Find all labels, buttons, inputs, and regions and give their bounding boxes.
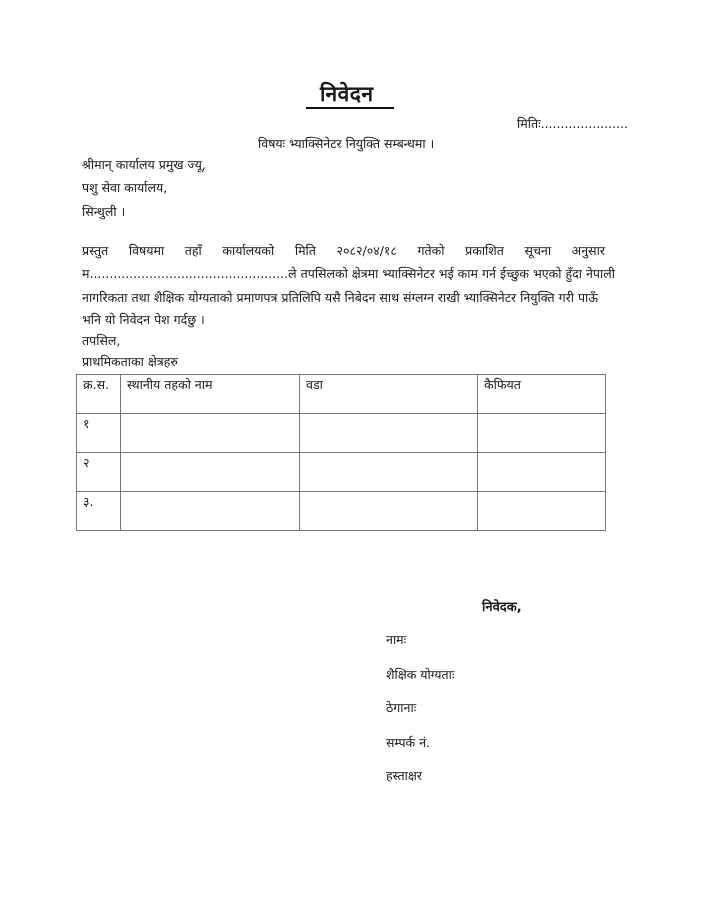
body-word: सूचना xyxy=(524,243,552,258)
header-ward: वडा xyxy=(300,375,478,414)
body-word: प्रकाशित xyxy=(465,243,504,258)
applicant-signature-label: हस्ताक्षर xyxy=(386,768,422,783)
body-line-1 xyxy=(82,243,605,259)
cell-serial: १ xyxy=(77,414,121,453)
cell-local-level[interactable] xyxy=(121,492,300,531)
body-word: तहाँ xyxy=(184,243,202,258)
body-line-4: भनि यो निवेदन पेश गर्दछु । xyxy=(82,312,205,327)
body-word: अनुसार xyxy=(571,243,605,258)
body-line-2: म..................................................ले तपसिलको क्षेत्रमा भ्याक्सिनेटर भई काम गर्न ईच्छुक भएको हुँदा नेपाली xyxy=(82,266,615,281)
body-word: गतेको xyxy=(417,243,445,258)
addressee-line: पशु सेवा कार्यालय, xyxy=(82,180,168,195)
cell-remarks[interactable] xyxy=(478,492,606,531)
date-field: मितिः...................... xyxy=(517,116,629,131)
body-word: विषयमा xyxy=(128,243,165,258)
body-line-3: नागरिकता तथा शैक्षिक योग्यताको प्रमाणपत्र प्रतिलिपि यसै निबेदन साथ संग्लग्न राखी भ्याक्सिनेटर नियुक्ति गरी पाऊँ xyxy=(82,290,599,305)
header-local-level: स्थानीय तहको नाम xyxy=(121,375,300,414)
applicant-heading: निवेदक, xyxy=(482,600,522,615)
applicant-education-label: शैक्षिक योग्यताः xyxy=(386,667,455,682)
body-word: मिति xyxy=(294,243,316,258)
table-row xyxy=(77,492,606,531)
applicant-address-label: ठेगानाः xyxy=(386,700,417,715)
notice-date: २०८२/०४/१८ xyxy=(336,243,397,258)
addressee-line: श्रीमान् कार्यालय प्रमुख ज्यू, xyxy=(82,157,206,172)
cell-remarks[interactable] xyxy=(478,453,606,492)
table-row xyxy=(77,414,606,453)
subject-line: विषयः भ्याक्सिनेटर नियुक्ति सम्बन्धमा । xyxy=(258,136,435,151)
cell-local-level[interactable] xyxy=(121,414,300,453)
header-serial: क्र.स. xyxy=(77,375,121,414)
cell-local-level[interactable] xyxy=(121,453,300,492)
body-word: प्रस्तुत xyxy=(82,243,109,258)
title-underline xyxy=(306,107,394,109)
document-title: निवेदन xyxy=(320,82,374,106)
cell-ward[interactable] xyxy=(300,414,478,453)
applicant-contact-label: सम्पर्क नं. xyxy=(386,735,431,750)
body-word: कार्यालयको xyxy=(222,243,275,258)
table-row xyxy=(77,453,606,492)
cell-ward[interactable] xyxy=(300,453,478,492)
cell-serial: २ xyxy=(77,453,121,492)
priority-label: प्राथमिकताका क्षेत्रहरु xyxy=(82,354,178,369)
table-header-row xyxy=(77,375,606,414)
addressee-line: सिन्धुली । xyxy=(82,204,126,219)
cell-serial: ३. xyxy=(77,492,121,531)
cell-ward[interactable] xyxy=(300,492,478,531)
cell-remarks[interactable] xyxy=(478,414,606,453)
applicant-name-label: नामः xyxy=(386,632,407,647)
header-remarks: कैफियत xyxy=(478,375,606,414)
details-label: तपसिल, xyxy=(82,333,121,348)
priority-areas-table xyxy=(76,374,606,531)
